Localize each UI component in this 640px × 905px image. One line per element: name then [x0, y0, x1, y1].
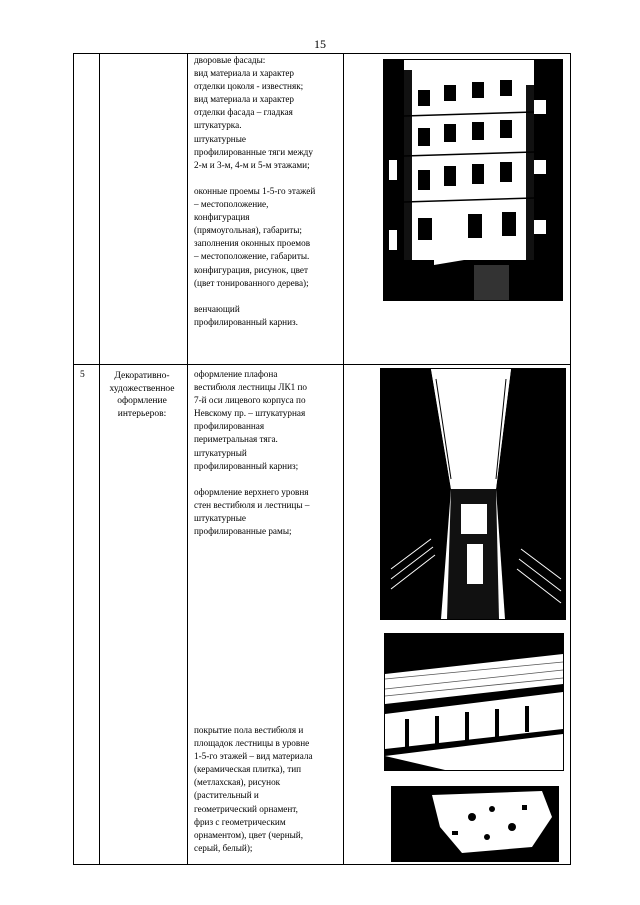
text-line: – местоположение, — [194, 199, 269, 210]
text-line: штукатурные — [194, 133, 246, 144]
blank-line — [194, 172, 336, 185]
text-line: профилированные тяги между — [194, 146, 313, 157]
blank-line — [194, 290, 336, 303]
text-line: Невскому пр. – штукатурная — [194, 408, 306, 419]
facade-description — [194, 54, 336, 329]
text-line: профилированный карниз; — [194, 460, 299, 471]
text-line: фриз с геометрическим — [194, 816, 286, 827]
text-line: вестибюля лестницы ЛК1 по — [194, 382, 307, 393]
text-line: профилированная — [194, 421, 265, 432]
courtyard-facade-photo — [383, 59, 563, 301]
table-border-right — [570, 53, 571, 864]
table-border-bottom — [73, 864, 571, 865]
text-line: стен вестибюля и лестницы – — [194, 499, 310, 510]
row-number: 5 — [80, 370, 85, 380]
text-line: заполнения оконных проемов — [194, 238, 311, 249]
text-line: штукатурка. — [194, 120, 242, 131]
text-line: серый, белый); — [194, 842, 253, 853]
floor-tile-photo — [391, 786, 559, 862]
column-divider-1 — [99, 53, 100, 864]
text-line: (цвет тонированного дерева); — [194, 277, 309, 288]
text-line: 2-м и 3-м, 4-м и 5-м этажами; — [194, 159, 310, 170]
text-line: конфигурация, рисунок, цвет — [194, 264, 308, 275]
stair-vestibule-photo — [380, 368, 566, 620]
text-line: конфигурация — [194, 212, 250, 223]
text-line: штукатурный — [194, 447, 247, 458]
text-line: отделки фасада – гладкая — [194, 107, 293, 118]
text-line: (метлахская), рисунок — [194, 777, 281, 788]
text-line: покрытие пола вестибюля и — [194, 725, 304, 735]
column-divider-3 — [343, 53, 344, 864]
text-line: венчающий — [194, 303, 240, 314]
text-line: – местоположение, габариты. — [194, 251, 310, 262]
text-line: дворовые фасады: — [194, 55, 266, 65]
text-line: оформление плафона — [194, 369, 278, 379]
text-line: геометрический орнамент, — [194, 803, 298, 814]
text-line: профилированные рамы; — [194, 526, 292, 537]
blank-line — [194, 473, 336, 486]
text-line: 1-5-го этажей – вид материала — [194, 751, 313, 762]
page-number: 15 — [314, 37, 326, 51]
text-line: штукатурные — [194, 513, 246, 524]
table-border-left — [73, 53, 74, 864]
text-line: площадок лестницы в уровне — [194, 738, 310, 749]
text-line: 7-й оси лицевого корпуса по — [194, 395, 306, 406]
text-line: профилированный карниз. — [194, 316, 298, 327]
stair-railing-photo — [384, 633, 564, 771]
text-line: вид материала и характер — [194, 94, 295, 105]
column-divider-2 — [187, 53, 188, 864]
text-line: орнаментом), цвет (черный, — [194, 829, 304, 840]
text-line: (прямоугольная), габариты; — [194, 225, 302, 236]
text-line: оформление верхнего уровня — [194, 486, 309, 497]
text-line: отделки цоколя - известняк; — [194, 81, 304, 92]
text-line: вид материала и характер — [194, 68, 295, 79]
text-line: (растительный и — [194, 790, 259, 801]
table-border-middle — [73, 364, 571, 365]
text-line: (керамическая плитка), тип — [194, 764, 302, 775]
text-line: оконные проемы 1-5-го этажей — [194, 185, 316, 196]
interior-description-a — [194, 368, 336, 538]
section-title: Декоративно-художественное оформление интерьеров: — [109, 371, 175, 419]
text-line: периметральная тяга. — [194, 434, 278, 445]
interior-description-b — [194, 724, 336, 855]
